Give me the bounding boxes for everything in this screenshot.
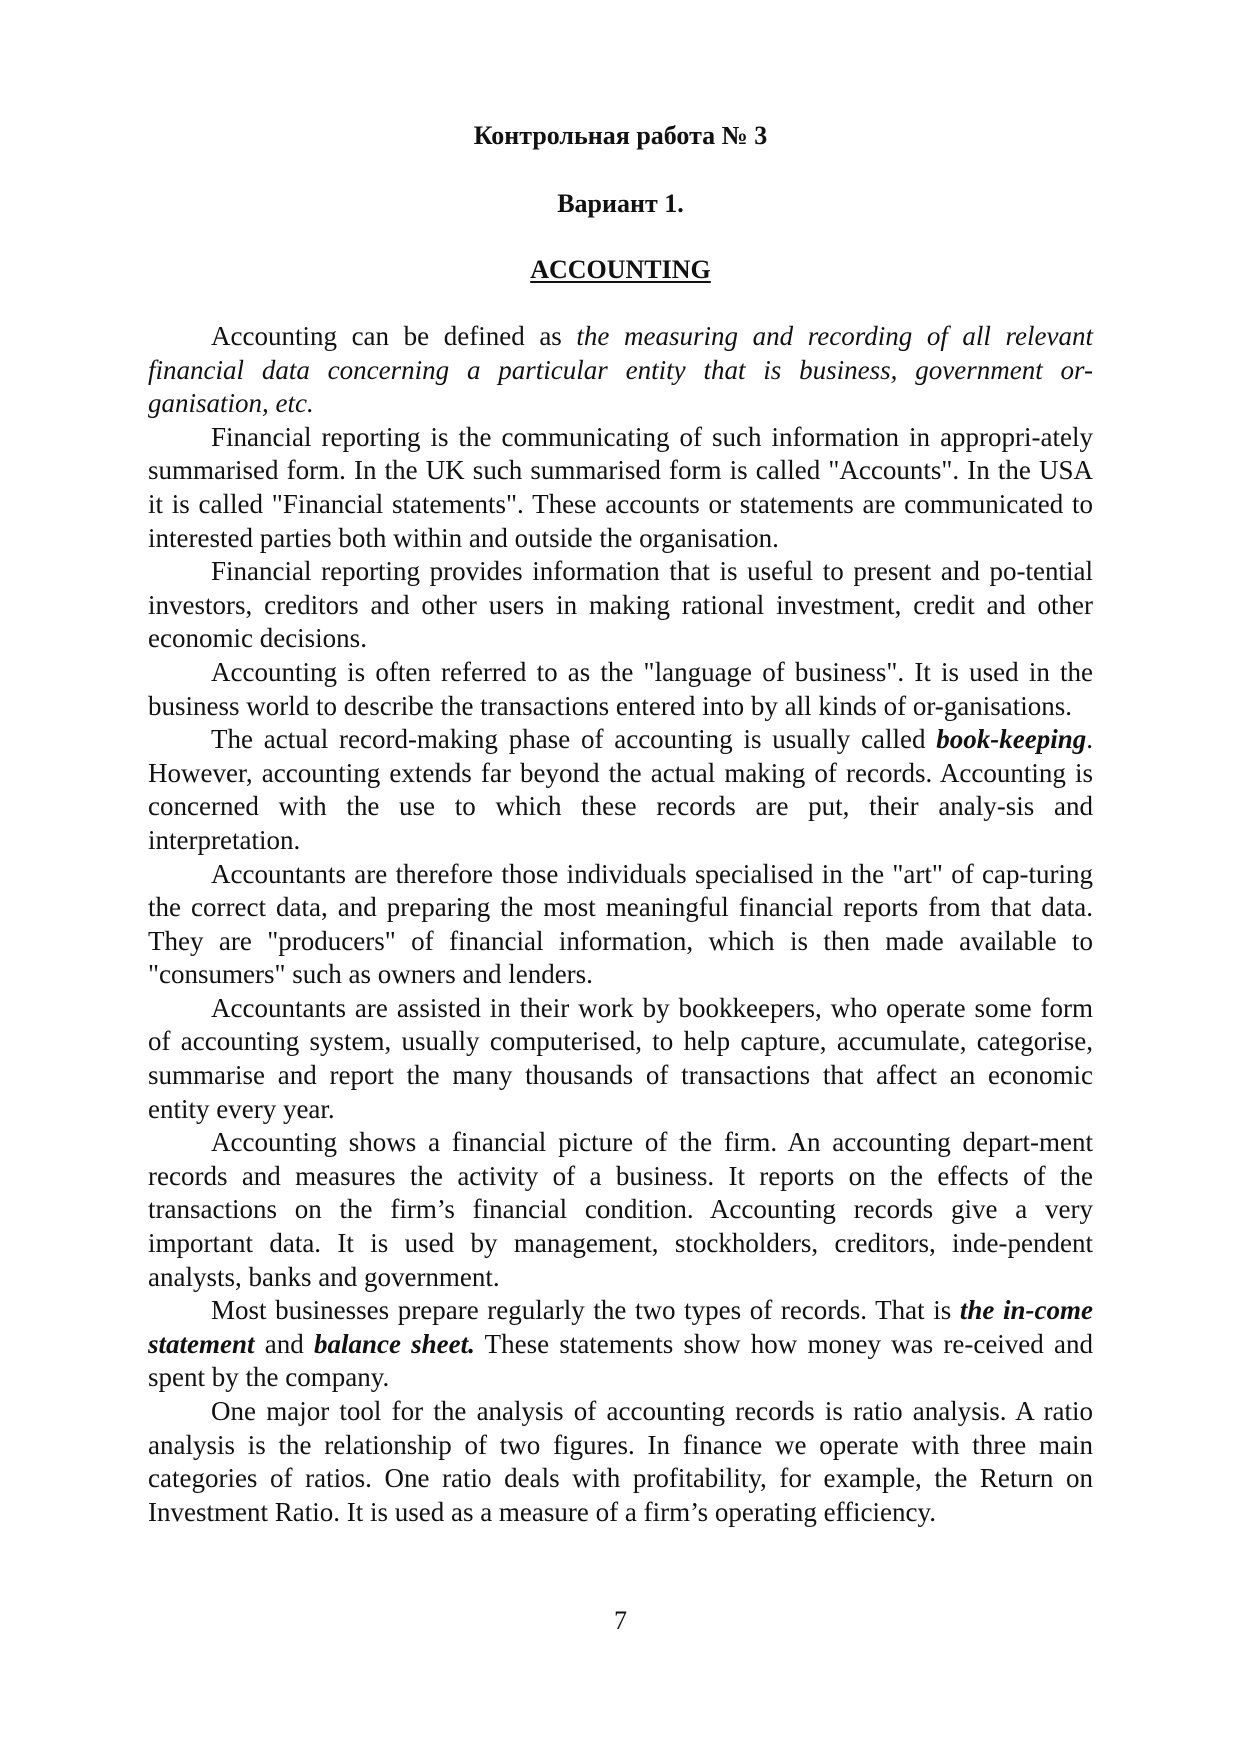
paragraph-9: Most businesses prepare regularly the two types of records. That is the in-come statement and balance sheet. These statements show how money was re-ceived and spent by the company. [148, 1295, 1094, 1393]
page-number: 7 [614, 1606, 627, 1635]
paragraph-4: Accounting is often referred to as the "language of business". It is used in the business world to describe the transactions entered into by all kinds of or-ganisations. [148, 656, 1093, 721]
paragraph-7: Accountants are assisted in their work by bookkeepers, who operate some form of accounting system, usually computerised, to help capture, accumulate, categorise, summarise and report the many thousands of transactions that affect an economic entity every year. [148, 992, 1093, 1124]
body-text [148, 320, 1093, 1529]
paragraph-6: Accountants are therefore those individuals specialised in the "art" of cap-turing the correct data, and preparing the most meaningful financial reports from that data. They are "producers" of financial information, which is then made available to "consumers" such as owners and lenders. [148, 858, 1093, 990]
test-title: Контрольная работа № 3 [473, 121, 768, 150]
section-title: ACCOUNTING [530, 255, 711, 284]
paragraph-10: One major tool for the analysis of accounting records is ratio analysis. A ratio analysis is the relationship of two figures. In finance we operate with three main categories of ratios. One ratio deals with profitability, for example, the Return on Investment Ratio. It is used as a measure of a firm’s operating efficiency. [148, 1396, 1093, 1527]
paragraph-1: Accounting can be defined as the measuring and recording of all relevant financial data concerning a particular entity that is business, government or-ganisation, etc. [148, 321, 1093, 419]
paragraph-8: Accounting shows a financial picture of the firm. An accounting depart-ment records and measures the activity of a business. It reports on the effects of the transactions on the firm’s financial condition. Accounting records give a very important data. It is used by management, stockholders, creditors, inde-pendent analysts, banks and government. [148, 1127, 1093, 1292]
paragraph-2: Financial reporting is the communicating of such information in appropri-ately summarised form. In the UK such summarised form is called "Accounts". In the USA it is called "Financial statements". These accounts or statements are communicated to interested parties both within and outside the organisation. [148, 421, 1093, 553]
paragraph-3: Financial reporting provides information that is useful to present and po-tential investors, creditors and other users in making rational investment, credit and other economic decisions. [148, 556, 1093, 654]
paragraph-5: The actual record-making phase of accounting is usually called book-keeping. However, accounting extends far beyond the actual making of records. Accounting is concerned with the use to which these records are put, their analy-sis and interpretation. [148, 724, 1093, 855]
variant-title: Вариант 1. [557, 189, 684, 218]
